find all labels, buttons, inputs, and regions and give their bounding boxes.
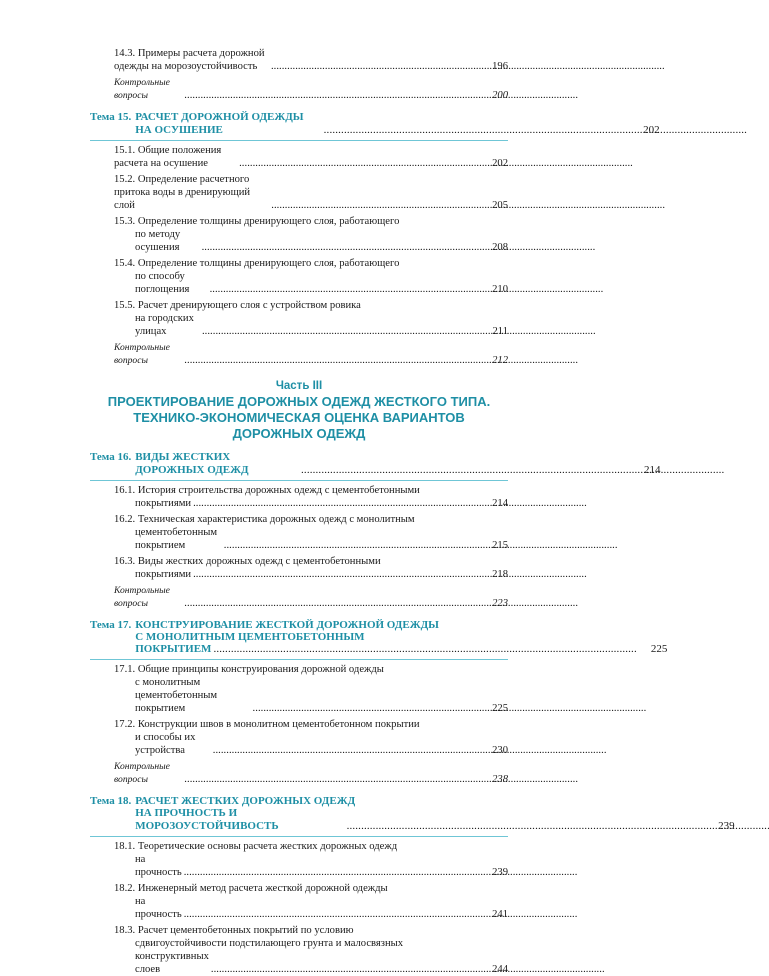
leader-dots <box>185 773 476 786</box>
leader-dots <box>239 157 476 170</box>
topic-title-line: С МОНОЛИТНЫМ ЦЕМЕНТОБЕТОННЫМ <box>135 631 365 643</box>
entry-text: Инженерный метод расчета жесткой дорожной одежды <box>137 883 388 894</box>
page-number: 223 <box>492 598 508 609</box>
part-title-line: ТЕХНИКО-ЭКОНОМИЧЕСКАЯ ОЦЕНКА ВАРИАНТОВ <box>133 410 465 425</box>
section-number: 15.1. <box>114 145 136 156</box>
leader-dots <box>271 199 476 212</box>
toc-topic[interactable] <box>90 795 735 837</box>
entry-title: ПОКРЫТИЕМ <box>135 643 212 655</box>
entry-title: Контрольные вопросы <box>114 585 173 609</box>
page-number: 212 <box>492 355 508 366</box>
entry-title: покрытиями <box>135 569 192 580</box>
topic-title <box>135 451 660 477</box>
entry-line: сдвигоустойчивости подстилающего грунта и малосвязных <box>135 938 404 949</box>
entry-title <box>114 173 269 212</box>
page-number: 196 <box>492 61 508 72</box>
topic-heading <box>90 619 668 656</box>
section-number: 15.2. <box>114 174 136 185</box>
leader-dots <box>184 866 476 879</box>
toc-subsection[interactable] <box>114 47 508 73</box>
toc-entry-line[interactable] <box>135 807 734 833</box>
toc-entry-line[interactable] <box>114 731 508 757</box>
toc-entry-line[interactable] <box>114 760 508 786</box>
review-questions-entry[interactable] <box>114 76 508 102</box>
page-number: 202 <box>492 158 508 169</box>
page-number: 200 <box>492 90 508 101</box>
entry-line <box>114 924 508 937</box>
topic-title-line: КОНСТРУИРОВАНИЕ ЖЕСТКОЙ ДОРОЖНОЙ ОДЕЖДЫ <box>135 619 439 631</box>
page-number: 202 <box>643 124 660 136</box>
part-title-line: ПРОЕКТИРОВАНИЕ ДОРОЖНЫХ ОДЕЖД ЖЕСТКОГО ТИПА. <box>107 394 491 409</box>
topic-title <box>135 619 667 656</box>
page-number: 230 <box>492 745 508 756</box>
page-number: 218 <box>492 569 508 580</box>
section-number: 17.1. <box>114 664 136 675</box>
entry-text: Расчет цементобетонных покрытий по условию <box>137 925 354 936</box>
topic-divider <box>90 480 508 481</box>
toc-entry-line[interactable] <box>114 270 508 296</box>
toc-subsection[interactable] <box>114 882 508 921</box>
toc-subsection[interactable] <box>114 484 508 510</box>
entry-line <box>114 484 508 497</box>
entry-title: на прочность <box>135 896 182 920</box>
section-number: 14.3. <box>114 48 136 59</box>
entry-title: и способы их устройства <box>135 732 199 756</box>
entry-text: Определение толщины дренирующего слоя, работающего <box>137 258 400 269</box>
toc-subsection[interactable] <box>114 663 508 715</box>
topic-divider <box>90 140 508 141</box>
toc-topic[interactable] <box>90 111 660 141</box>
review-questions-entry[interactable] <box>114 341 508 367</box>
entry-line <box>114 299 508 312</box>
entry-title <box>114 47 269 73</box>
entry-line <box>114 718 508 731</box>
page-number: 225 <box>492 703 508 714</box>
section-number: 17.2. <box>114 719 136 730</box>
toc-entry-line[interactable] <box>114 341 508 367</box>
entry-title: НА ПРОЧНОСТЬ И МОРОЗОУСТОЙЧИВОСТЬ <box>135 807 279 832</box>
section-number: 18.2. <box>114 883 136 894</box>
topic-divider <box>90 659 508 660</box>
leader-dots <box>271 60 476 73</box>
entry-title: цементобетонным покрытием <box>135 527 220 551</box>
toc-entry-line[interactable] <box>114 312 508 338</box>
page-number: 214 <box>492 498 508 509</box>
entry-line <box>114 882 508 895</box>
page-number: 239 <box>718 820 735 832</box>
section-number: 16.2. <box>114 514 136 525</box>
page-number: 241 <box>492 909 508 920</box>
leader-dots <box>185 597 476 610</box>
toc-entry-line[interactable] <box>114 144 508 170</box>
leader-dots <box>202 241 476 254</box>
toc-topic[interactable] <box>90 451 661 481</box>
leader-dots <box>213 744 476 757</box>
toc-subsection[interactable] <box>114 299 508 338</box>
entry-title: конструктивных слоев <box>135 951 212 975</box>
entry-text: Расчет дренирующего слоя с устройством ровика <box>137 300 361 311</box>
page-number: 214 <box>643 464 661 476</box>
leader-dots <box>324 124 628 137</box>
entry-text: Виды жестких дорожных одежд с цементобетонными <box>137 556 381 567</box>
leader-dots <box>213 643 635 656</box>
entry-title: с монолитным цементобетонным покрытием <box>135 677 220 714</box>
entry-line <box>114 257 508 270</box>
topic-label: Тема 15. <box>90 111 132 123</box>
toc-subsection[interactable] <box>114 144 508 170</box>
leader-dots <box>185 354 476 367</box>
section-number: 16.3. <box>114 556 136 567</box>
entry-line <box>114 663 508 676</box>
section-number: 18.3. <box>114 925 136 936</box>
page-number: 208 <box>492 242 508 253</box>
entry-text: Определение толщины дренирующего слоя, работающего <box>137 216 400 227</box>
entry-title: покрытиями <box>135 498 192 509</box>
toc-subsection[interactable] <box>114 924 508 976</box>
entry-line <box>114 840 508 853</box>
toc-subsection[interactable] <box>114 215 508 254</box>
review-questions-entry[interactable] <box>114 584 508 610</box>
page-number: 239 <box>492 867 508 878</box>
section-number: 18.1. <box>114 841 136 852</box>
toc-subsection[interactable] <box>114 840 508 879</box>
toc-entry-line[interactable] <box>114 676 508 715</box>
topic-label: Тема 17. <box>90 619 132 631</box>
toc-entry-line[interactable] <box>114 497 508 510</box>
leader-dots <box>193 568 476 581</box>
topic-label: Тема 16. <box>90 451 132 463</box>
leader-dots <box>193 497 476 510</box>
entry-text: Общие положения расчета на осушение <box>114 145 224 169</box>
toc-entry-line[interactable] <box>114 895 508 921</box>
entry-text: Примеры расчета дорожной одежды на морозоустойчивость <box>114 48 268 72</box>
page-number: 238 <box>492 774 508 785</box>
entry-title: Контрольные вопросы <box>114 77 173 101</box>
toc-entry-line[interactable] <box>114 584 508 610</box>
entry-title <box>114 144 237 170</box>
part-number: Часть III <box>275 380 323 392</box>
review-questions-entry[interactable] <box>114 760 508 786</box>
section-number: 15.4. <box>114 258 136 269</box>
toc-subsection[interactable] <box>114 555 508 581</box>
toc-subsection[interactable] <box>114 257 508 296</box>
toc-subsection[interactable] <box>114 513 508 552</box>
entry-text: История строительства дорожных одежд с цементобетонными <box>137 485 420 496</box>
toc-entry-line[interactable] <box>114 47 508 73</box>
entry-text: Техническая характеристика дорожных одежд с монолитным <box>137 514 415 525</box>
table-of-contents <box>90 44 735 976</box>
toc-topic[interactable] <box>90 619 668 660</box>
leader-dots <box>211 963 476 976</box>
topic-heading <box>90 795 735 833</box>
section-number: 16.1. <box>114 485 136 496</box>
topic-title-line: РАСЧЕТ ЖЕСТКИХ ДОРОЖНЫХ ОДЕЖД <box>135 795 356 807</box>
toc-entry-line[interactable] <box>135 111 659 137</box>
entry-title: РАСЧЕТ ДОРОЖНОЙ ОДЕЖДЫ НА ОСУШЕНИЕ <box>135 111 307 136</box>
topic-title <box>135 795 734 833</box>
topic-title <box>135 111 659 137</box>
entry-title: по методу осушения <box>135 229 183 253</box>
entry-text: Конструкции швов в монолитном цементобетонном покрытии <box>137 719 420 730</box>
toc-subsection[interactable] <box>114 173 508 212</box>
entry-line <box>114 513 508 526</box>
toc-entry-line[interactable] <box>135 643 667 656</box>
leader-dots <box>224 539 476 552</box>
toc-entry-line[interactable] <box>114 950 508 976</box>
leader-dots <box>202 325 476 338</box>
leader-dots <box>301 464 628 477</box>
page-number: 225 <box>650 643 668 655</box>
entry-line <box>114 215 508 228</box>
toc-entry-line[interactable] <box>114 853 508 879</box>
page-number: 211 <box>492 326 508 337</box>
topic-label: Тема 18. <box>90 795 132 807</box>
leader-dots <box>184 908 476 921</box>
entry-title: ВИДЫ ЖЕСТКИХ ДОРОЖНЫХ ОДЕЖД <box>135 451 249 476</box>
page-number: 210 <box>492 284 508 295</box>
leader-dots <box>347 820 703 833</box>
entry-line <box>114 555 508 568</box>
toc-entry-line[interactable] <box>114 173 508 212</box>
leader-dots <box>185 89 476 102</box>
topic-heading <box>90 451 661 477</box>
section-number: 15.3. <box>114 216 136 227</box>
leader-dots <box>253 702 476 715</box>
topic-divider <box>90 836 508 837</box>
toc-entry-line[interactable] <box>114 228 508 254</box>
entry-title: на прочность <box>135 854 182 878</box>
page-number: 244 <box>492 964 508 975</box>
entry-text: Общие принципы конструирования дорожной одежды <box>137 664 384 675</box>
entry-text: Определение расчетного притока воды в дренирующий слой <box>114 174 253 211</box>
toc-entry-line[interactable] <box>114 526 508 552</box>
page-number: 215 <box>492 540 508 551</box>
entry-title: Контрольные вопросы <box>114 342 173 366</box>
topic-heading <box>90 111 660 137</box>
part-heading <box>90 379 508 442</box>
entry-text: Теоретические основы расчета жестких дорожных одежд <box>137 841 398 852</box>
part-title-line: ДОРОЖНЫХ ОДЕЖД <box>232 426 366 441</box>
entry-title: Контрольные вопросы <box>114 761 173 785</box>
leader-dots <box>210 283 476 296</box>
entry-title: на городских улицах <box>135 313 197 337</box>
toc-subsection[interactable] <box>114 718 508 757</box>
section-number: 15.5. <box>114 300 136 311</box>
toc-entry-line[interactable] <box>114 76 508 102</box>
toc-entry-line[interactable] <box>135 451 660 477</box>
page-number: 205 <box>492 200 508 211</box>
toc-entry-line[interactable] <box>114 568 508 581</box>
entry-title: по способу поглощения <box>135 271 190 295</box>
